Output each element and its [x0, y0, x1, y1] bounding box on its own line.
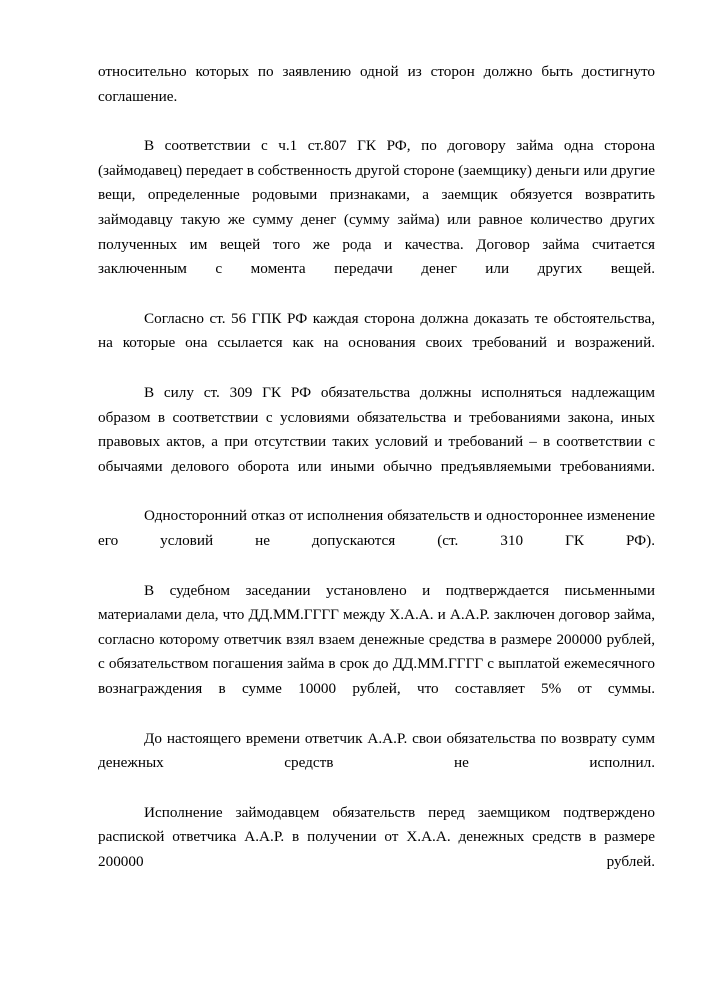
paragraph: Согласно ст. 56 ГПК РФ каждая сторона должна доказать те обстоятельства, на которые она ссылается как на основания своих требований и возражений. — [98, 309, 655, 352]
paragraph: В силу ст. 309 ГК РФ обязательства должны исполняться надлежащим образом в соответствии с условиями обязательства и требованиями закона, иных правовых актов, а при отсутствии таких условий и требований – в соответствии с обычаями делового оборота или иными обычно предъявляемыми требованиями. — [98, 384, 655, 475]
paragraph: Односторонний отказ от исполнения обязательств и одностороннее изменение его условий не допускаются (ст. 310 ГК РФ). — [98, 507, 655, 550]
paragraph: В соответствии с ч.1 ст.807 ГК РФ, по договору займа одна сторона (займодавец) передает в собственность другой стороне (заемщику) деньги или другие вещи, определенные родовыми признаками, а заемщик обязуется возвратить займодавцу такую же сумму денег (сумму займа) или равное количество других полученных им вещей того же рода и качества. Договор займа считается заключенным с момента передачи денег или других вещей. — [98, 137, 655, 278]
paragraph: Исполнение займодавцем обязательств перед заемщиком подтверждено распиской ответчика А.А.Р. в получении от Х.А.А. денежных средств в размере 200000 рублей. — [98, 803, 655, 871]
paragraph: До настоящего времени ответчик А.А.Р. свои обязательства по возврату сумм денежных средств не исполнил. — [98, 729, 655, 772]
paragraph: относительно которых по заявлению одной из сторон должно быть достигнуто соглашение. — [98, 63, 655, 105]
paragraph: В судебном заседании установлено и подтверждается письменными материалами дела, что ДД.ММ.ГГГГ между Х.А.А. и А.А.Р. заключен договор займа, согласно которому ответчик взял взаем денежные средства в размере 200000 рублей, с обязательством погашения займа в срок до ДД.ММ.ГГГГ с выплатой ежемесячного вознаграждения в сумме 10000 рублей, что составляет 5% от суммы. — [98, 581, 655, 698]
document-body — [98, 60, 655, 899]
